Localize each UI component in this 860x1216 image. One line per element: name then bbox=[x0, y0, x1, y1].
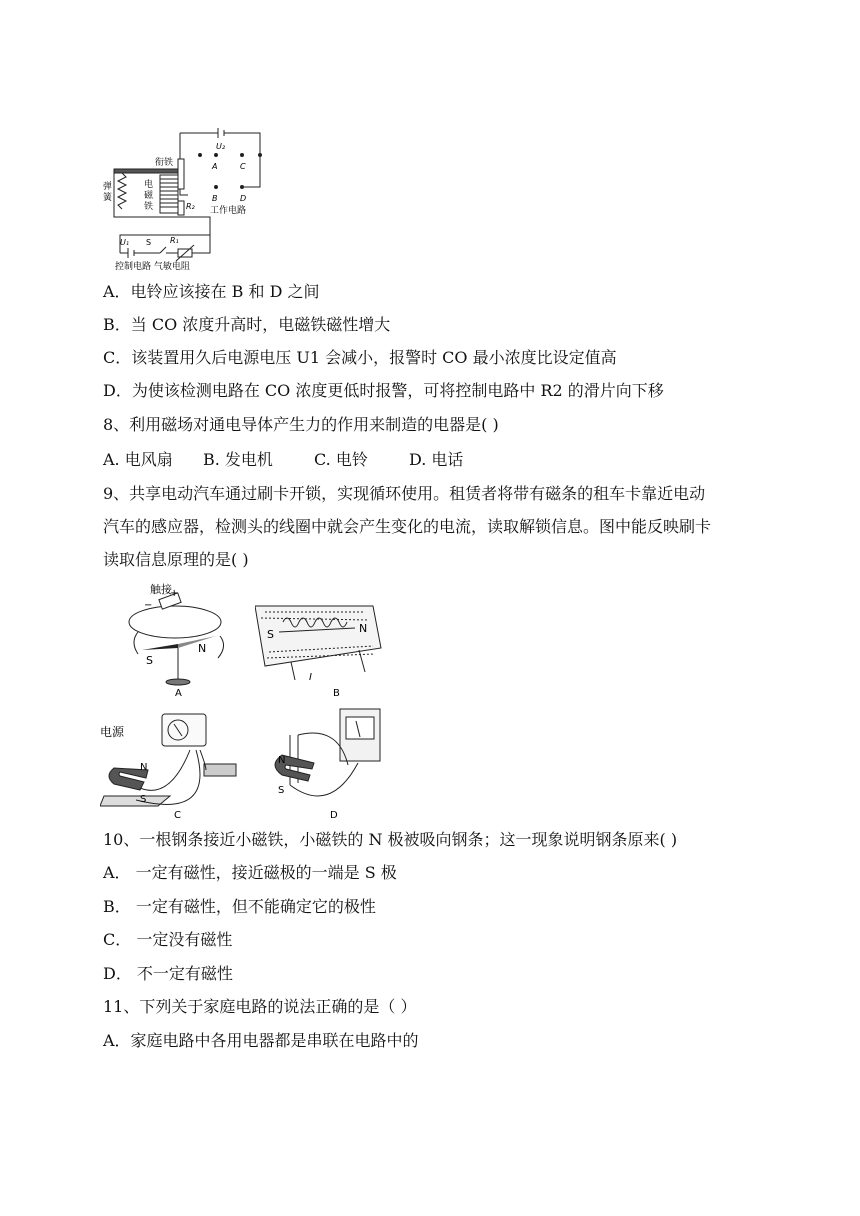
fig-b-n-label: N bbox=[359, 622, 368, 635]
q9-figure-b bbox=[255, 598, 385, 700]
fig-a-caption: A bbox=[175, 688, 182, 699]
working-circuit-label: 工作电路 bbox=[210, 206, 247, 216]
u1-label: U₁ bbox=[120, 238, 130, 247]
q8-option-c: C. 电铃 bbox=[314, 450, 368, 469]
r1-label: R₁ bbox=[170, 236, 179, 245]
q10-option-b: B． 一定有磁性，但不能确定它的极性 bbox=[103, 897, 376, 916]
fig-d-n-label: N bbox=[278, 755, 286, 766]
q7-option-a: A．电铃应该接在 B 和 D 之间 bbox=[103, 282, 320, 301]
q10-option-a: A． 一定有磁性，接近磁极的一端是 S 极 bbox=[103, 863, 397, 882]
contact-d-label: D bbox=[240, 194, 247, 203]
q8-option-a: A. 电风扇 bbox=[103, 450, 173, 469]
q9-line-3: 读取信息原理的是( ) bbox=[103, 550, 249, 569]
fig-b-current-label: I bbox=[309, 672, 312, 683]
circuit-diagram bbox=[100, 125, 270, 275]
q10-option-c: C． 一定没有磁性 bbox=[103, 930, 233, 949]
q8-options bbox=[103, 449, 463, 471]
power-label: 电源 bbox=[100, 725, 125, 739]
q8-stem: 8、利用磁场对通电导体产生力的作用来制造的电器是( ) bbox=[103, 415, 499, 434]
q7-option-b: B．当 CO 浓度升高时，电磁铁磁性增大 bbox=[103, 315, 391, 334]
u2-label: U₂ bbox=[216, 142, 226, 151]
fig-a-s-label: S bbox=[146, 654, 153, 667]
spring-label-2: 簧 bbox=[103, 193, 113, 203]
fig-d-s-label: S bbox=[278, 785, 285, 796]
fig-d-caption: D bbox=[330, 810, 338, 821]
contact-b-label: B bbox=[212, 194, 218, 203]
q10-option-d: D． 不一定有磁性 bbox=[103, 964, 233, 983]
q9-figure-c bbox=[100, 710, 250, 822]
spring-label-1: 弹 bbox=[103, 182, 113, 192]
switch-label: S bbox=[146, 238, 152, 247]
q7-option-c: C．该装置用久后电源电压 U1 会减小，报警时 CO 最小浓度比设定值高 bbox=[103, 348, 617, 367]
q9-figure-a bbox=[120, 580, 240, 700]
circuit-caption: 控制电路 气敏电阻 bbox=[115, 262, 190, 272]
fig-c-n-label: N bbox=[140, 762, 148, 773]
q11-option-a: A．家庭电路中各用电器都是串联在电路中的 bbox=[103, 1031, 419, 1050]
fig-b-caption: B bbox=[333, 688, 340, 699]
q7-option-d: D．为使该检测电路在 CO 浓度更低时报警，可将控制电路中 R2 的滑片向下移 bbox=[103, 381, 664, 400]
q10-stem: 10、一根钢条接近小磁铁，小磁铁的 N 极被吸向钢条；这一现象说明钢条原来( ) bbox=[103, 830, 678, 849]
fig-c-caption: C bbox=[174, 810, 181, 821]
fig-b-s-label: S bbox=[267, 628, 274, 641]
touch-label: 触接 bbox=[150, 583, 172, 596]
electromagnet-label-1: 电 bbox=[144, 180, 154, 190]
q9-line-1: 9、共享电动汽车通过刷卡开锁，实现循环使用。租赁者将带有磁条的租车卡靠近电动 bbox=[103, 484, 706, 503]
plus-label: + bbox=[170, 588, 179, 599]
q8-option-b: B. 发电机 bbox=[203, 450, 273, 469]
q9-line-2: 汽车的感应器，检测头的线圈中就会产生变化的电流，读取解锁信息。图中能反映刷卡 bbox=[103, 517, 712, 536]
minus-label: − bbox=[144, 600, 153, 611]
q8-option-d: D. 电话 bbox=[409, 450, 464, 469]
q11-stem: 11、下列关于家庭电路的说法正确的是（ ） bbox=[103, 997, 417, 1016]
armature-label: 衔铁 bbox=[155, 158, 174, 168]
electromagnet-label-2: 磁 bbox=[144, 191, 154, 201]
contact-a-label: A bbox=[212, 162, 218, 171]
fig-a-n-label: N bbox=[198, 642, 207, 655]
r2-label: R₂ bbox=[186, 202, 195, 211]
q9-figure-d bbox=[268, 705, 393, 822]
electromagnet-label-3: 铁 bbox=[144, 202, 154, 212]
fig-c-s-label: S bbox=[140, 794, 147, 805]
contact-c-label: C bbox=[240, 162, 246, 171]
